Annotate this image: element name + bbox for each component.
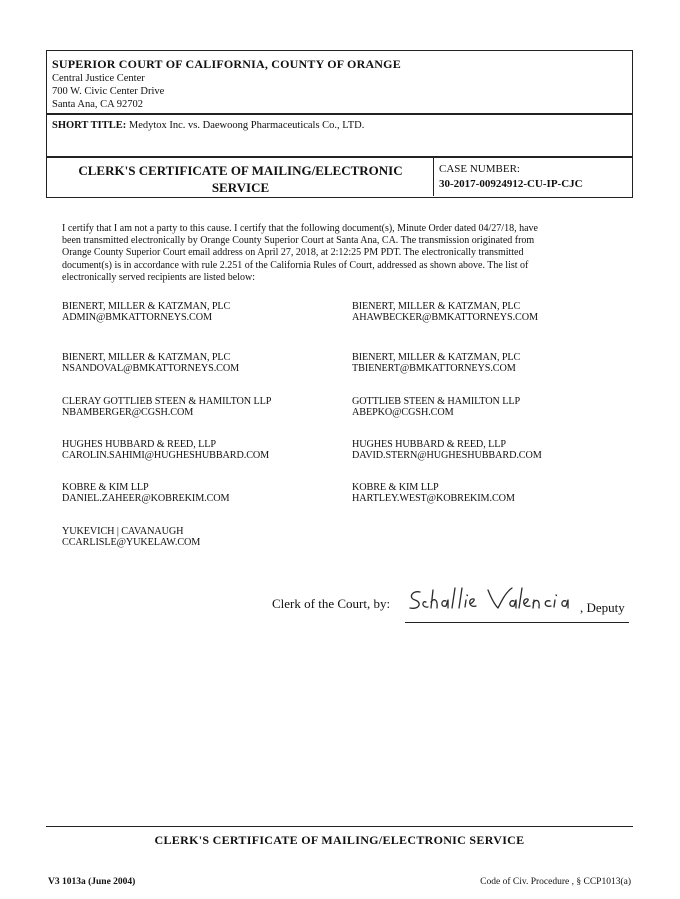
signature-line <box>405 622 629 623</box>
certification-line-3: Orange County Superior Court email address on April 27, 2018, at 2:12:25 PM PDT. The electronically transmitted <box>62 247 524 259</box>
court-address-line-3: Santa Ana, CA 92702 <box>52 99 143 110</box>
certification-line-2: been transmitted electronically by Orange County Superior Court at Santa Ana, CA. The transmission originated from <box>62 235 535 247</box>
certification-line-1: I certify that I am not a party to this cause. I certify that the following document(s), Minute Order dated 04/27/18, have <box>62 223 538 234</box>
recipient-email: CAROLIN.SAHIMI@HUGHESHUBBARD.COM <box>62 450 270 461</box>
certificate-title <box>47 162 434 196</box>
certification-statement <box>62 223 632 284</box>
recipient-3 <box>62 352 239 374</box>
footer-title: CLERK'S CERTIFICATE OF MAILING/ELECTRONIC SERVICE <box>154 833 525 847</box>
recipient-firm: YUKEVICH | CAVANAUGH <box>62 526 184 537</box>
footer-rule <box>46 826 633 827</box>
recipient-firm: HUGHES HUBBARD & REED, LLP <box>62 439 216 450</box>
signature-suffix: , Deputy <box>580 600 625 615</box>
recipient-email: NSANDOVAL@BMKATTORNEYS.COM <box>62 363 240 374</box>
recipient-firm: GOTTLIEB STEEN & HAMILTON LLP <box>352 396 521 407</box>
recipient-7 <box>62 439 269 461</box>
short-title <box>52 119 364 132</box>
recipient-email: HARTLEY.WEST@KOBREKIM.COM <box>352 493 515 504</box>
recipient-firm: BIENERT, MILLER & KATZMAN, PLC <box>62 352 231 363</box>
recipient-email: NBAMBERGER@CGSH.COM <box>62 407 194 418</box>
recipient-9 <box>62 482 230 504</box>
court-address-line-2: 700 W. Civic Center Drive <box>52 86 165 97</box>
recipient-5 <box>62 396 271 418</box>
recipient-email: CCARLISLE@YUKELAW.COM <box>62 537 201 548</box>
recipient-6 <box>352 396 520 418</box>
short-title-label: SHORT TITLE: <box>52 120 127 131</box>
certification-line-5: electronically served recipients are listed below: <box>62 271 255 283</box>
recipient-email: DANIEL.ZAHEER@KOBREKIM.COM <box>62 493 230 504</box>
short-title-box <box>46 113 633 157</box>
form-id: V3 1013a (June 2004) <box>48 877 136 887</box>
court-name: SUPERIOR COURT OF CALIFORNIA, COUNTY OF ORANGE <box>52 57 401 71</box>
recipient-email: TBIENERT@BMKATTORNEYS.COM <box>352 363 516 374</box>
recipient-firm: BIENERT, MILLER & KATZMAN, PLC <box>62 301 231 312</box>
recipient-11 <box>62 526 200 548</box>
recipient-firm: BIENERT, MILLER & KATZMAN, PLC <box>352 301 521 312</box>
recipient-10 <box>352 482 515 504</box>
recipient-firm: KOBRE & KIM LLP <box>62 482 149 493</box>
recipient-1 <box>62 301 230 323</box>
certificate-title-box <box>46 157 633 198</box>
signature-prefix: Clerk of the Court, by: <box>272 596 391 611</box>
recipient-2 <box>352 301 538 323</box>
recipient-email: ABEPKO@CGSH.COM <box>352 407 454 418</box>
certificate-title-line-2: SERVICE <box>211 180 270 195</box>
certification-line-4: document(s) is in accordance with rule 2.251 of the California Rules of Court, addressed as shown above. The list of <box>62 259 529 271</box>
recipient-4 <box>352 352 520 374</box>
certificate-title-line-1: CLERK'S CERTIFICATE OF MAILING/ELECTRONIC <box>78 163 403 178</box>
recipient-firm: HUGHES HUBBARD & REED, LLP <box>352 439 506 450</box>
code-reference: Code of Civ. Procedure , § CCP1013(a) <box>480 877 631 887</box>
recipient-firm: KOBRE & KIM LLP <box>352 482 439 493</box>
recipient-email: ADMIN@BMKATTORNEYS.COM <box>62 312 212 323</box>
handwritten-signature <box>406 584 581 620</box>
recipient-email: DAVID.STERN@HUGHESHUBBARD.COM <box>352 450 542 461</box>
court-address-line-1: Central Justice Center <box>52 73 145 84</box>
case-number-label: CASE NUMBER: <box>439 163 520 175</box>
court-header-box <box>46 50 633 115</box>
case-number-divider <box>433 158 434 196</box>
case-number-value: 30-2017-00924912-CU-IP-CJC <box>439 178 583 190</box>
recipient-firm: BIENERT, MILLER & KATZMAN, PLC <box>352 352 521 363</box>
recipient-8 <box>352 439 542 461</box>
short-title-value: Medytox Inc. vs. Daewoong Pharmaceuticals Co., LTD. <box>128 120 365 131</box>
recipient-email: AHAWBECKER@BMKATTORNEYS.COM <box>352 312 538 323</box>
recipient-firm: CLERAY GOTTLIEB STEEN & HAMILTON LLP <box>62 396 272 407</box>
